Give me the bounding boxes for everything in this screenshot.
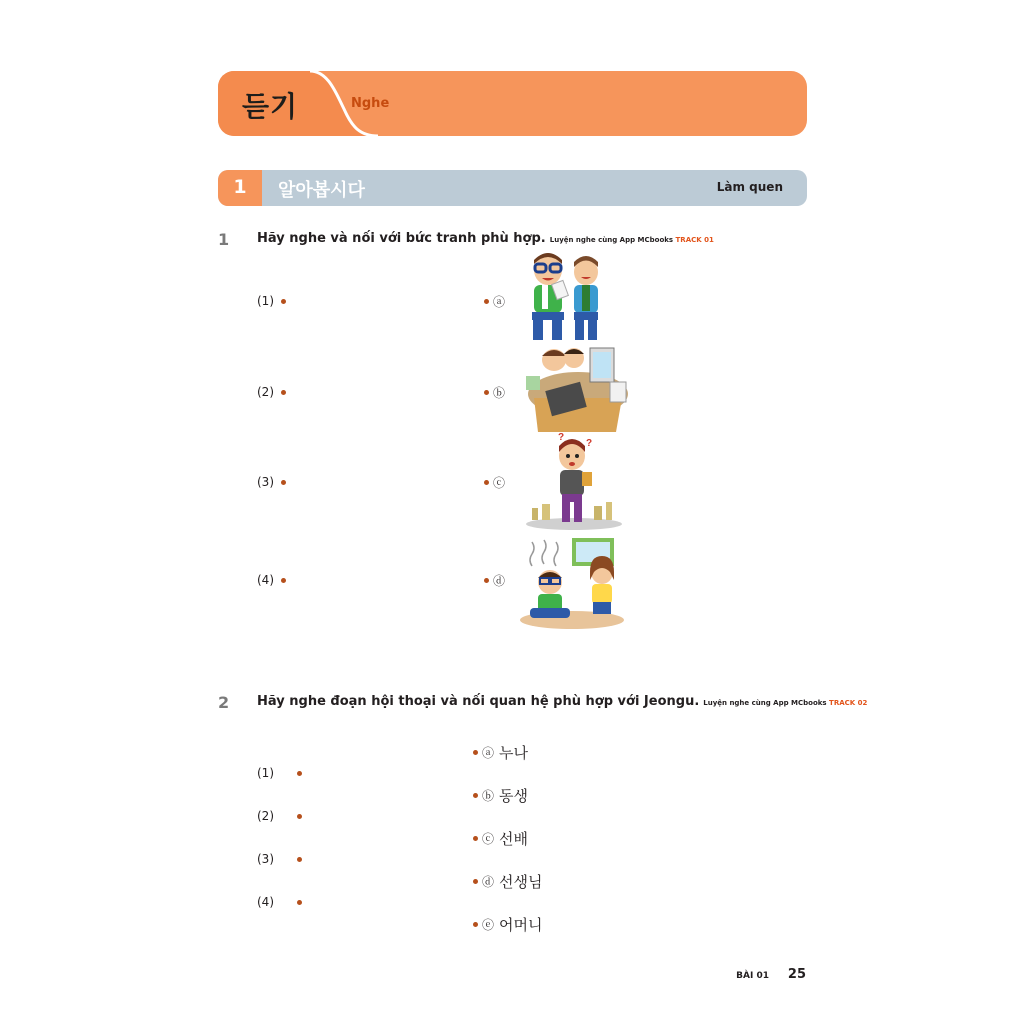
- svg-text:?: ?: [586, 438, 593, 449]
- question-1-number: 1: [218, 230, 230, 249]
- q1-left-dot[interactable]: [281, 578, 286, 583]
- page-title: 듣기: [242, 90, 299, 123]
- q2-right-word: 선배: [499, 830, 528, 848]
- q1-left-dot[interactable]: [281, 299, 286, 304]
- section-title: 알아봅시다: [278, 180, 365, 201]
- track-label: TRACK 02: [829, 699, 868, 707]
- q1-right-mark: ⓓ: [493, 574, 506, 588]
- header-banner: [218, 71, 807, 136]
- q2-left-item: (1): [257, 766, 274, 780]
- q2-left-dot[interactable]: [297, 857, 302, 862]
- q2-right-dot[interactable]: [473, 750, 478, 755]
- track-prefix: Luyện nghe cùng App MCbooks: [549, 236, 674, 244]
- page-subtitle: Nghe: [351, 96, 390, 111]
- q2-right-word: 어머니: [499, 916, 543, 934]
- illustration-c-image: [524, 432, 624, 532]
- q1-right-mark: ⓐ: [493, 295, 506, 309]
- q2-right-mark: ⓑ: [482, 789, 495, 803]
- q1-right-mark: ⓒ: [493, 476, 506, 490]
- q2-left-item: (3): [257, 852, 274, 866]
- banner-curve: [218, 71, 807, 136]
- section-number: 1: [233, 176, 247, 198]
- q2-right-word: 누나: [499, 744, 528, 762]
- question-1-text: [257, 231, 714, 246]
- q2-right-mark: ⓐ: [482, 746, 495, 760]
- q2-left-item: (4): [257, 895, 274, 909]
- illustration-d-image: [518, 536, 626, 630]
- question-1-instruction: Hãy nghe và nối với bức tranh phù hợp.: [257, 231, 546, 246]
- illustration-a-image: [518, 252, 618, 344]
- q2-right-dot[interactable]: [473, 793, 478, 798]
- q1-right-dot[interactable]: [484, 390, 489, 395]
- question-1-track: [550, 236, 714, 244]
- question-2-text: [257, 694, 867, 709]
- question-2-number: 2: [218, 693, 230, 712]
- q1-right-dot[interactable]: [484, 299, 489, 304]
- q1-left-dot[interactable]: [281, 480, 286, 485]
- q1-left-item: (3): [257, 475, 274, 489]
- q2-right-word: 선생님: [499, 873, 543, 891]
- q2-left-dot[interactable]: [297, 814, 302, 819]
- section-right-label: Làm quen: [716, 180, 783, 194]
- q1-left-dot[interactable]: [281, 390, 286, 395]
- page-number: 25: [787, 967, 806, 982]
- q1-right-dot[interactable]: [484, 480, 489, 485]
- q2-right-dot[interactable]: [473, 879, 478, 884]
- q2-right-mark: ⓔ: [482, 918, 495, 932]
- q2-left-item: (2): [257, 809, 274, 823]
- q2-left-dot[interactable]: [297, 900, 302, 905]
- q1-left-item: (4): [257, 573, 274, 587]
- track-label: TRACK 01: [675, 236, 714, 244]
- q1-left-item: (2): [257, 385, 274, 399]
- q1-right-mark: ⓑ: [493, 386, 506, 400]
- section-bar: [218, 170, 807, 206]
- q2-right-dot[interactable]: [473, 922, 478, 927]
- question-2-instruction: Hãy nghe đoạn hội thoại và nối quan hệ phù hợp với Jeongu.: [257, 694, 700, 709]
- q2-right-word: 동생: [499, 787, 528, 805]
- q2-right-mark: ⓒ: [482, 832, 495, 846]
- q2-right-dot[interactable]: [473, 836, 478, 841]
- q2-left-dot[interactable]: [297, 771, 302, 776]
- q2-right-mark: ⓓ: [482, 875, 495, 889]
- illustration-b-image: [524, 342, 630, 434]
- track-prefix: Luyện nghe cùng App MCbooks: [703, 699, 827, 707]
- question-2-track: [703, 699, 867, 707]
- q1-left-item: (1): [257, 294, 274, 308]
- svg-text:?: ?: [558, 432, 565, 443]
- q1-right-dot[interactable]: [484, 578, 489, 583]
- footer-lesson: BÀI 01: [736, 971, 769, 981]
